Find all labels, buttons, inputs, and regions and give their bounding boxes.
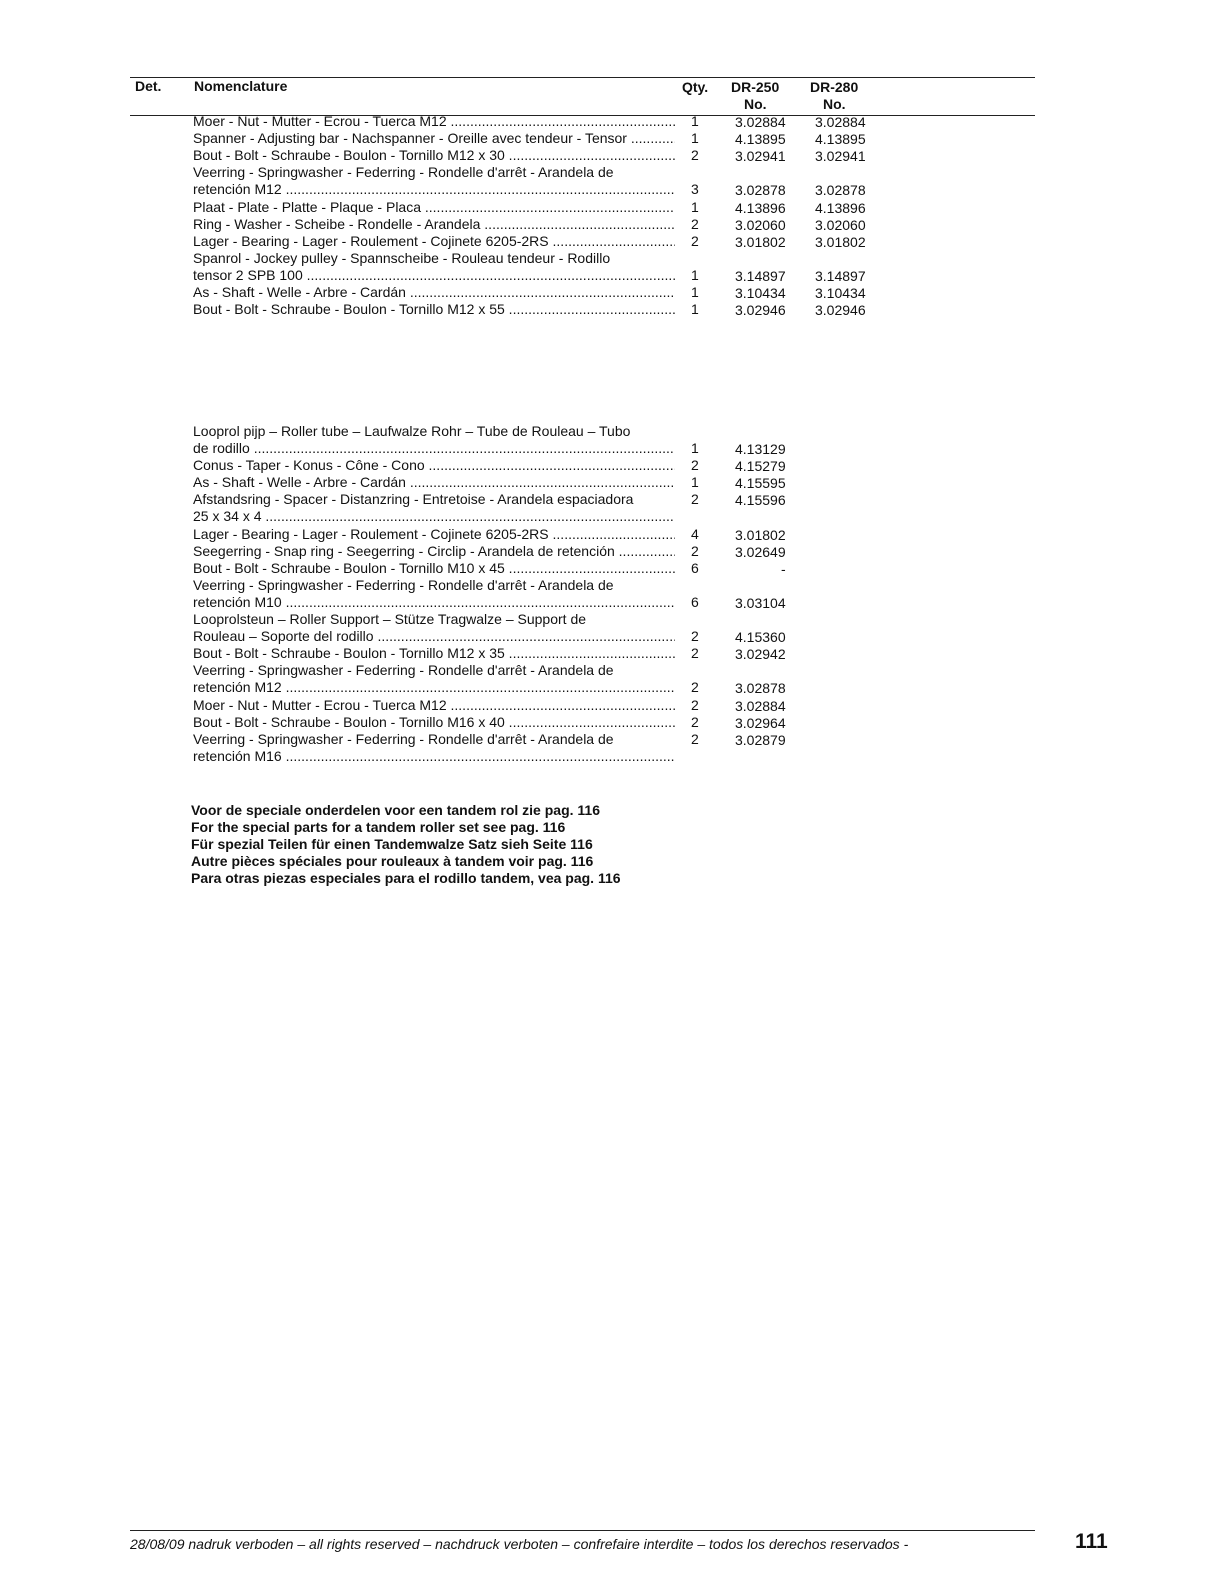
part-description-line: Plaat - Plate - Platte - Plaque - Placa ..... xyxy=(193,199,675,216)
special-parts-notes xyxy=(191,802,621,887)
part-description xyxy=(193,714,675,731)
part-number-dr280: 3.02946 xyxy=(815,302,866,319)
part-number-dr250: 4.13129 xyxy=(735,441,786,458)
part-description xyxy=(193,560,675,577)
part-description-line: Moer - Nut - Mutter - Ecrou - Tuerca M12 ..... xyxy=(193,113,675,130)
part-description-line: Veerring - Springwasher - Federring - Rondelle d'arrêt - Arandela de xyxy=(193,662,614,679)
part-number-dr250: 3.02879 xyxy=(735,731,786,748)
part-description xyxy=(193,233,675,250)
footer-rule xyxy=(130,1530,1035,1531)
part-description-line: retención M16 ..... xyxy=(193,748,675,765)
part-number-dr250: 3.02878 xyxy=(735,182,786,199)
part-number-dr250: 4.15360 xyxy=(735,629,786,646)
part-number-dr280: 3.02941 xyxy=(815,148,866,165)
part-number-dr250: 3.02878 xyxy=(735,680,786,697)
part-description xyxy=(193,457,675,474)
part-number-dr280: 3.02878 xyxy=(815,182,866,199)
part-number-dr250: - xyxy=(781,560,786,577)
part-number-dr250: 4.15595 xyxy=(735,475,786,492)
part-description-line: As - Shaft - Welle - Arbre - Cardán ..... xyxy=(193,474,675,491)
part-description-line: Bout - Bolt - Schraube - Boulon - Tornillo M10 x 45 ..... xyxy=(193,560,675,577)
header-nomenclature: Nomenclature xyxy=(194,78,288,94)
part-number-dr250: 3.02649 xyxy=(735,543,786,560)
part-description-line: Lager - Bearing - Lager - Roulement - Cojinete 6205-2RS ..... xyxy=(193,233,675,250)
part-number-dr250: 4.13896 xyxy=(735,199,786,216)
part-description-line: Spanrol - Jockey pulley - Spannscheibe - Rouleau tendeur - Rodillo xyxy=(193,249,611,266)
part-number-dr250: 3.01802 xyxy=(735,526,786,543)
part-description-line: Veerring - Springwasher - Federring - Rondelle d'arrêt - Arandela de xyxy=(193,164,614,181)
part-qty: 6 xyxy=(691,559,699,576)
part-qty: 1 xyxy=(691,301,699,318)
part-description-line: As - Shaft - Welle - Arbre - Cardán ..... xyxy=(193,284,675,301)
part-number-dr250: 3.02060 xyxy=(735,216,786,233)
part-description-line: Moer - Nut - Mutter - Ecrou - Tuerca M12 ..... xyxy=(193,697,675,714)
part-description xyxy=(193,697,675,714)
part-description xyxy=(193,662,675,696)
part-qty: 1 xyxy=(691,266,699,283)
part-qty: 2 xyxy=(691,730,699,747)
part-description xyxy=(193,130,675,147)
part-number-dr250: 3.02946 xyxy=(735,302,786,319)
part-description xyxy=(193,113,675,130)
part-description-line: retención M10 ..... xyxy=(193,594,675,611)
part-qty: 2 xyxy=(691,232,699,249)
part-qty: 1 xyxy=(691,130,699,147)
part-description xyxy=(193,216,675,233)
part-description xyxy=(193,645,675,662)
part-number-dr250: 3.02941 xyxy=(735,148,786,165)
part-description-line: Ring - Washer - Scheibe - Rondelle - Arandela ..... xyxy=(193,216,675,233)
part-number-dr250: 3.14897 xyxy=(735,267,786,284)
note-de: Für spezial Teilen für einen Tandemwalze Satz sieh Seite 116 xyxy=(191,836,593,852)
part-description-line: Lager - Bearing - Lager - Roulement - Cojinete 6205-2RS ..... xyxy=(193,526,675,543)
header-qty: Qty. xyxy=(682,79,709,95)
part-description xyxy=(193,474,675,491)
note-fr: Autre pièces spéciales pour rouleaux à tandem voir pag. 116 xyxy=(191,853,594,869)
part-qty: 2 xyxy=(691,713,699,730)
part-number-dr250: 3.02884 xyxy=(735,114,786,130)
part-number-dr250: 3.03104 xyxy=(735,594,786,611)
part-description xyxy=(193,491,675,525)
part-description-line: retención M12 ..... xyxy=(193,679,675,696)
note-es: Para otras piezas especiales para el rodillo tandem, vea pag. 116 xyxy=(191,870,621,886)
part-description xyxy=(193,543,675,560)
part-description-line: 25 x 34 x 4 ..... xyxy=(193,508,675,525)
part-qty: 2 xyxy=(691,215,699,232)
page-number: 111 xyxy=(1075,1530,1108,1553)
part-qty: 2 xyxy=(691,457,699,474)
part-number-dr250: 4.13895 xyxy=(735,131,786,148)
part-qty: 1 xyxy=(691,284,699,300)
part-description xyxy=(193,423,675,457)
part-qty: 2 xyxy=(691,645,699,662)
part-number-dr280: 3.10434 xyxy=(815,285,866,301)
part-qty: 1 xyxy=(691,113,699,129)
part-description-line: Afstandsring - Spacer - Distanzring - Entretoise - Arandela espaciadora xyxy=(193,491,634,508)
part-description-line: Rouleau – Soporte del rodillo ..... xyxy=(193,628,675,645)
part-description-line: retención M12 ..... xyxy=(193,181,675,198)
part-number-dr250: 3.01802 xyxy=(735,233,786,250)
part-qty: 4 xyxy=(691,525,699,542)
part-qty: 2 xyxy=(691,679,699,696)
part-description-line: Bout - Bolt - Schraube - Boulon - Tornillo M12 x 55 ..... xyxy=(193,301,675,318)
part-qty: 1 xyxy=(691,198,699,215)
part-description-line: Conus - Taper - Konus - Cône - Cono ..... xyxy=(193,457,675,474)
copyright-footer: 28/08/09 nadruk verboden – all rights reserved – nachdruck verboten – confrefaire interdite – todos los derechos reservados - xyxy=(130,1536,909,1552)
part-description xyxy=(193,301,675,318)
part-qty: 1 xyxy=(691,440,699,457)
part-number-dr250: 3.02884 xyxy=(735,697,786,714)
header-no250: No. xyxy=(744,96,767,112)
part-qty: 2 xyxy=(691,491,699,508)
part-qty: 1 xyxy=(691,474,699,491)
part-qty: 2 xyxy=(691,628,699,645)
header-det: Det. xyxy=(135,78,162,94)
part-qty: 6 xyxy=(691,593,699,610)
part-description-line: Looprol pijp – Roller tube – Laufwalze Rohr – Tube de Rouleau – Tubo xyxy=(193,423,631,439)
part-description xyxy=(193,250,675,284)
part-number-dr250: 3.02942 xyxy=(735,646,786,663)
part-number-dr280: 4.13896 xyxy=(815,199,866,216)
part-description-line: Spanner - Adjusting bar - Nachspanner - Oreille avec tendeur - Tensor ..... xyxy=(193,130,675,147)
part-qty: 3 xyxy=(691,181,699,198)
part-number-dr280: 3.01802 xyxy=(815,233,866,250)
part-description-line: Bout - Bolt - Schraube - Boulon - Tornillo M12 x 35 ..... xyxy=(193,645,675,662)
part-qty: 2 xyxy=(691,147,699,164)
part-description-line: Bout - Bolt - Schraube - Boulon - Tornillo M16 x 40 ..... xyxy=(193,714,675,731)
part-description xyxy=(193,611,675,645)
header-dr280: DR-280 xyxy=(810,79,859,95)
part-number-dr280: 3.14897 xyxy=(815,267,866,284)
part-description xyxy=(193,731,675,765)
part-description xyxy=(193,147,675,164)
part-description xyxy=(193,164,675,198)
part-description xyxy=(193,284,675,301)
part-description-line: tensor 2 SPB 100 ..... xyxy=(193,267,675,284)
part-description xyxy=(193,526,675,543)
part-qty: 2 xyxy=(691,696,699,713)
header-dr250: DR-250 xyxy=(731,79,780,95)
part-number-dr280: 3.02060 xyxy=(815,216,866,233)
note-en: For the special parts for a tandem roller set see pag. 116 xyxy=(191,819,566,835)
part-number-dr250: 3.10434 xyxy=(735,285,786,301)
header-top-rule xyxy=(130,77,1035,78)
part-description-line: Looprolsteun – Roller Support – Stütze Tragwalze – Support de xyxy=(193,611,587,628)
part-description-line: Veerring - Springwasher - Federring - Rondelle d'arrêt - Arandela de xyxy=(193,730,614,747)
header-no280: No. xyxy=(823,96,846,112)
part-number-dr250: 4.15596 xyxy=(735,492,786,509)
part-number-dr250: 3.02964 xyxy=(735,714,786,731)
part-number-dr280: 4.13895 xyxy=(815,131,866,148)
part-description-line: de rodillo ..... xyxy=(193,440,675,457)
part-qty: 2 xyxy=(691,542,699,559)
part-description-line: Bout - Bolt - Schraube - Boulon - Tornillo M12 x 30 ..... xyxy=(193,147,675,164)
part-number-dr280: 3.02884 xyxy=(815,114,866,130)
part-description-line: Veerring - Springwasher - Federring - Rondelle d'arrêt - Arandela de xyxy=(193,576,614,593)
part-description xyxy=(193,199,675,216)
part-number-dr250: 4.15279 xyxy=(735,458,786,475)
part-description xyxy=(193,577,675,611)
note-nl: Voor de speciale onderdelen voor een tandem rol zie pag. 116 xyxy=(191,802,600,818)
part-description-line: Seegerring - Snap ring - Seegerring - Circlip - Arandela de retención ..... xyxy=(193,543,675,560)
